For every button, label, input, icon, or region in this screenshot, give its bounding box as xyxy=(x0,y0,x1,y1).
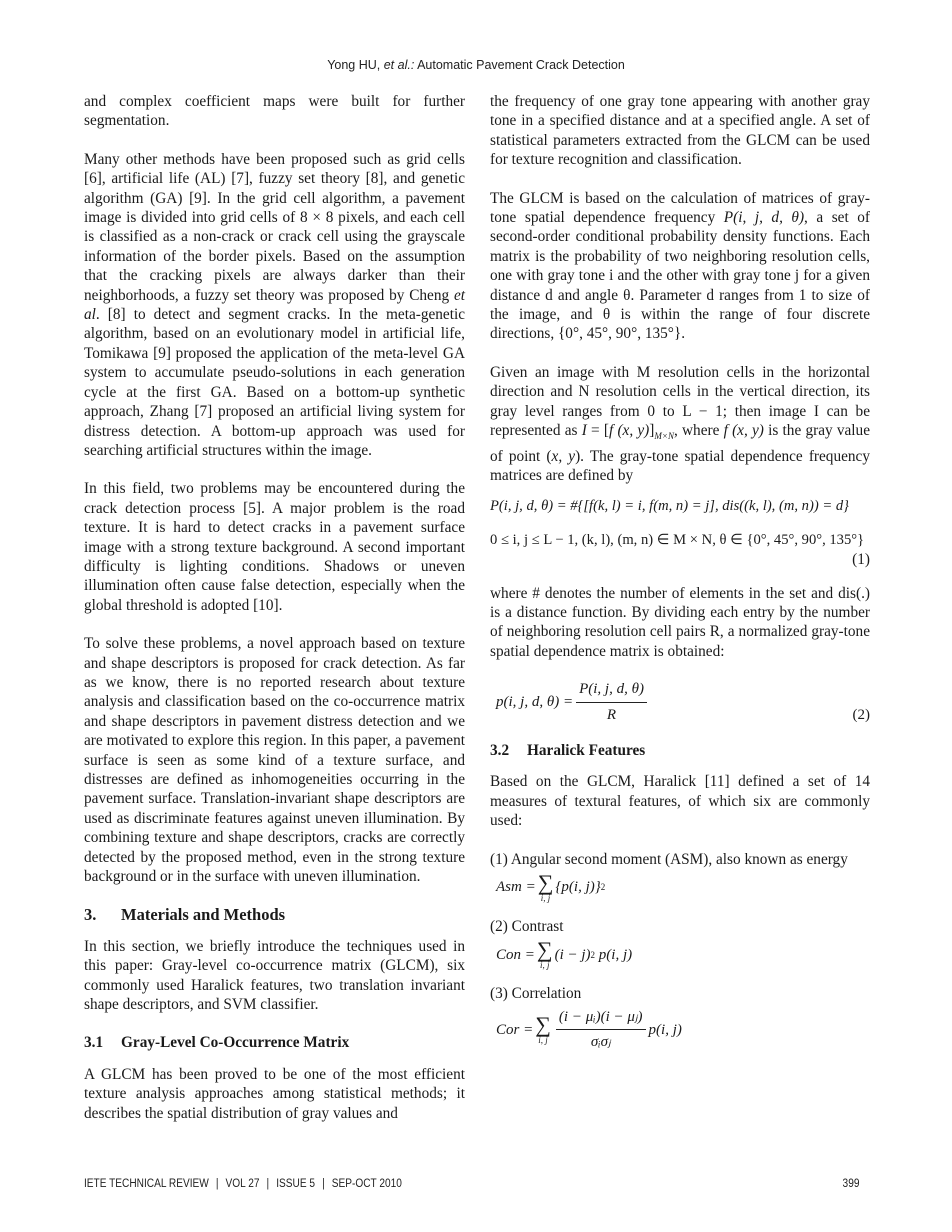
fraction xyxy=(576,680,647,725)
issue: ISSUE 5 xyxy=(276,1178,316,1190)
sigma-glyph: ∑ xyxy=(535,1012,551,1038)
math-subscript: M×N xyxy=(654,431,674,442)
sigma-glyph: ∑ xyxy=(537,870,554,896)
subsection-number: 3.1 xyxy=(84,1034,104,1052)
exponent: 2 xyxy=(600,882,606,893)
paragraph: Based on the GLCM, Haralick [11] defined a set of 14 measures of textural features, of which six are commonly used: xyxy=(490,773,870,830)
text-span: = [ xyxy=(586,422,609,440)
math-inline: f (x, y) xyxy=(723,422,764,440)
equation-1-line-1: P(i, j, d, θ) = #{[f(k, l) = i, f(m, n) = j], dis((k, l), (m, n)) = d} xyxy=(490,498,849,515)
math-inline: x, y xyxy=(551,447,576,465)
math-inline: I xyxy=(581,422,587,440)
sigma-glyph: ∑ xyxy=(536,937,553,963)
header-et-al: et al.: xyxy=(383,58,415,72)
formula-body: p(i, j) xyxy=(595,946,633,963)
journal-name: IETE TECHNICAL REVIEW xyxy=(84,1178,209,1190)
summation-index: i, j xyxy=(538,1035,548,1046)
subsection-heading xyxy=(84,1033,465,1052)
asm-formula xyxy=(496,870,870,904)
paragraph xyxy=(490,189,870,344)
text-span: et al xyxy=(84,286,465,324)
equation-1 xyxy=(490,497,870,569)
equation-lhs: p(i, j, d, θ) = xyxy=(496,693,574,710)
paragraph: A GLCM has been proved to be one of the most efficient texture analysis approaches among statistical methods; it describes the spatial distribution of gray values and xyxy=(84,1065,465,1122)
volume: VOL 27 xyxy=(225,1178,260,1190)
page-number: 399 xyxy=(842,1178,860,1190)
fraction-numerator: P(i, j, d, θ) xyxy=(576,680,647,702)
formula-body: (i − j) xyxy=(554,946,591,963)
summation-index: i, j xyxy=(539,960,550,971)
text-span: The GLCM is based on the calculation of matrices of gray-tone spatial dependence frequency xyxy=(490,189,870,227)
right-column xyxy=(490,92,870,1067)
summation-symbol xyxy=(537,870,554,904)
paragraph: To solve these problems, a novel approach based on texture and shape descriptors is proposed for crack detection. As far as we know, there is no reported research about texture analysis and classification based on the co-occurrence matrix and shape descriptors in pavement distress detection and we are motivated to explore this region. In this paper, a pavement surface is seen as some kind of a texture surface, and distresses are defined as inhomogeneities occurring in the pavement surface. Translation-invariant shape descriptors are used as discriminate features against uneven illumination. By combining texture and shape descriptors, cracks are correctly detected by the proposed method, even in the strong texture background or in the surface with uneven illumination. xyxy=(84,635,465,886)
text-span: , where xyxy=(673,422,724,440)
text-span: , a set of second-order conditional probability density functions. Each matrix is the probability of two neighboring resolution cells, one with gray tone i and the other with gray tone j for a given distance d and angle θ. Parameter d ranges from 1 to size of the image, and θ is within the range of four discrete directions, {0°, 45°, 90°, 135°}. xyxy=(490,209,871,343)
correlation-formula xyxy=(496,1008,870,1053)
page-footer xyxy=(84,1178,860,1190)
left-column xyxy=(84,92,465,1142)
formula-body: {p(i, j)} xyxy=(555,879,601,896)
subsection-title: Gray-Level Co-Occurrence Matrix xyxy=(121,1034,350,1052)
section-heading xyxy=(84,905,465,924)
text-span: Many other methods have been proposed such as grid cells [6], artificial life (AL) [7], fuzzy set theory [8], and genetic algorithm (GA) [9]. In the grid cell algorithm, a pavement image is divided into grid cells of 8 × 8 pixels, and each cell is classified as a non-crack or crack cell using the grayscale information of the border pixels. Based on the assumption that the cracking pixels are always darker than their neighborhoods, a fuzzy set theory was proposed by Cheng xyxy=(84,150,465,304)
feature-item-correlation: (3) Correlation xyxy=(490,985,582,1003)
separator: | xyxy=(322,1178,325,1190)
formula-lhs: Cor = xyxy=(496,1021,534,1038)
paragraph: In this section, we briefly introduce the techniques used in this paper: Gray-level co-occurrence matrix (GLCM), six commonly used Haralick features, two translation invariant shape descriptors, and SVM classifier. xyxy=(84,937,465,1014)
header-authors: Yong HU, xyxy=(327,58,381,72)
issue-date: SEP-OCT 2010 xyxy=(331,1178,402,1190)
text-span: ] xyxy=(649,422,655,440)
feature-item-asm: (1) Angular second moment (ASM), also known as energy xyxy=(490,850,848,868)
running-header xyxy=(0,58,952,72)
feature-item-contrast: (2) Contrast xyxy=(490,918,564,936)
footer-journal-info xyxy=(84,1178,402,1190)
equation-1-line-2: 0 ≤ i, j ≤ L − 1, (k, l), (m, n) ∈ M × N, θ ∈ {0°, 45°, 90°, 135°} xyxy=(490,531,865,548)
text-span: ). The gray-tone spatial dependence frequency matrices are defined by xyxy=(490,447,870,484)
paragraph xyxy=(490,363,870,485)
subsection-number: 3.2 xyxy=(490,742,510,760)
contrast-formula xyxy=(496,937,870,971)
summation-symbol xyxy=(535,1012,551,1046)
subsection-heading xyxy=(490,741,870,760)
equation-number: (1) xyxy=(852,551,870,569)
summation-index: i, j xyxy=(540,893,551,904)
paragraph: In this field, two problems may be encountered during the crack detection process [5]. A major problem is the road texture. It is hard to detect cracks in a pavement surface image with a strong texture background. A second important difficulty is lighting conditions. Shadows or uneven illumination often cause false detection, especially when the global threshold is adopted [10]. xyxy=(84,480,465,614)
formula-body: p(i, j) xyxy=(648,1021,682,1038)
fraction xyxy=(556,1008,646,1053)
subsection-title: Haralick Features xyxy=(527,742,646,760)
fraction-denominator: σᵢσⱼ xyxy=(590,1034,611,1051)
text-span: is the gray value of point ( xyxy=(490,422,870,465)
formula-lhs: Asm = xyxy=(496,879,536,896)
section-title: Materials and Methods xyxy=(121,905,286,925)
fraction-denominator: R xyxy=(606,706,617,723)
text-span: Given an image with M resolution cells in the horizontal direction and N resolution cells in the vertical direction, its gray level ranges from 0 to L − 1; then image I can be represented as xyxy=(490,363,870,440)
summation-symbol xyxy=(536,937,553,971)
equation-number: (2) xyxy=(852,706,870,723)
section-number: 3. xyxy=(84,905,97,925)
exponent: 2 xyxy=(590,949,596,960)
header-title: Automatic Pavement Crack Detection xyxy=(414,58,625,72)
paragraph: the frequency of one gray tone appearing with another gray tone in a specified distance and at a specified angle. A set of statistical parameters extracted from the GLCM can be used for texture recognition and classification. xyxy=(490,93,870,169)
math-inline: P(i, j, d, θ) xyxy=(723,209,805,227)
text-span: . [8] to detect and segment cracks. In the meta-genetic algorithm, based on an evolutionary model in artificial life, Tomikawa [9] proposed the application of the meta-level GA system to accumulate pseudo-solutions in each generation cycle at the first GA. Based on a bottom-up synthetic approach, Zhang [7] proposed an artificial living system for distress detection. A bottom-up approach was used for searching artificial structures within the image. xyxy=(84,306,465,459)
math-inline: f (x, y) xyxy=(608,422,650,440)
formula-lhs: Con = xyxy=(496,946,535,963)
paragraph: and complex coefficient maps were built for further segmentation. xyxy=(84,93,465,130)
paragraph: where # denotes the number of elements in the set and dis(.) is a distance function. By dividing each entry by the number of neighboring resolution cell pairs R, a normalized gray-tone spatial dependence matrix is obtained: xyxy=(490,584,870,660)
separator: | xyxy=(266,1178,270,1190)
fraction-numerator: (i − μᵢ)(i − μⱼ) xyxy=(556,1008,646,1030)
equation-2 xyxy=(496,680,870,725)
paragraph xyxy=(84,150,465,461)
separator: | xyxy=(215,1178,219,1190)
